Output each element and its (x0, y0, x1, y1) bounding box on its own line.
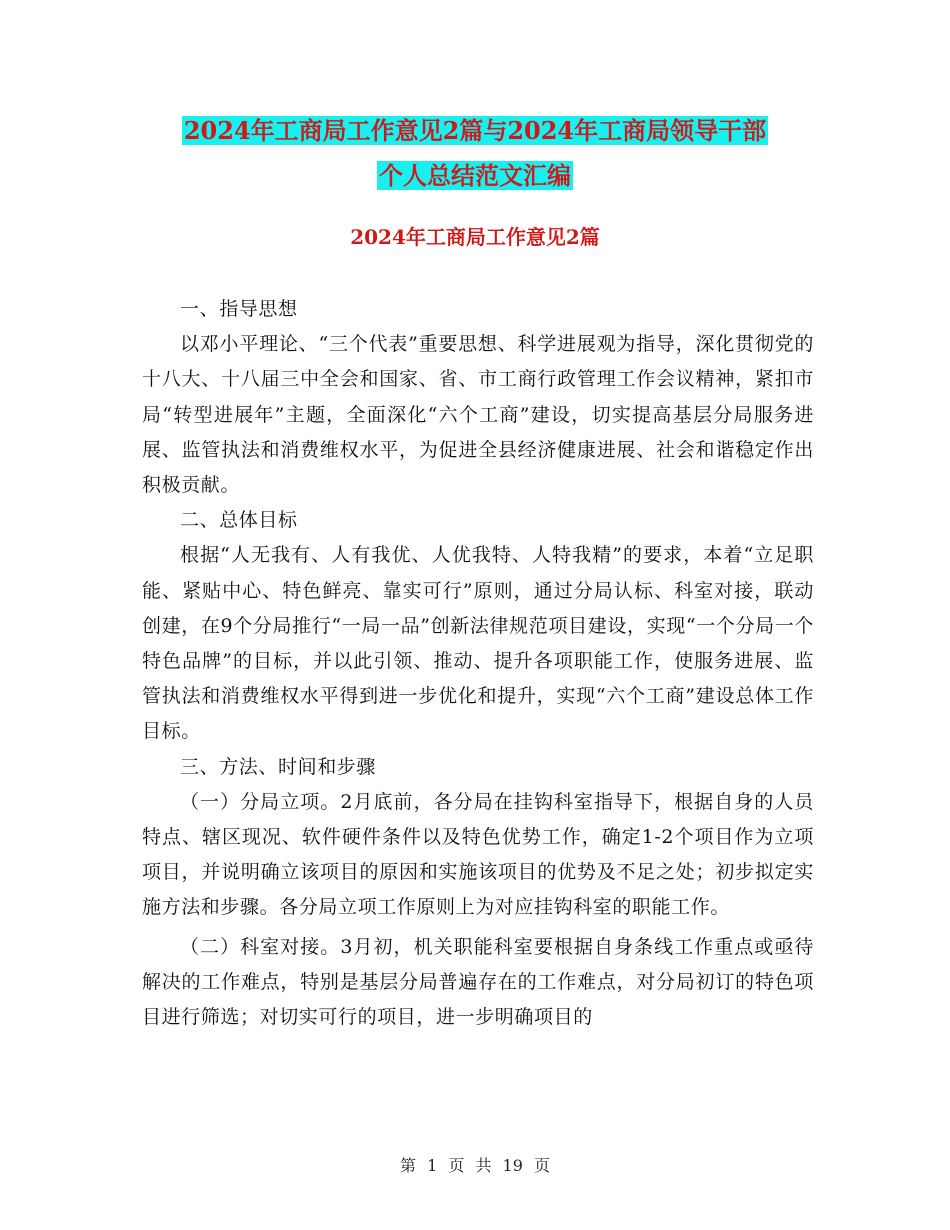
paragraph-guiding-ideology: 以邓小平理论、“三个代表”重要思想、科学进展观为指导，深化贯彻党的十八大、十八届三中全会和国家、省、市工商行政管理工作会议精神，紧扣市局“转型进展年”主题，全面深化“六个工商”建设，切实提高基层分局服务进展、监管执法和消费维权水平，为促进全县经济健康进展、社会和谐稳定作出积极贡献。 (142, 333, 814, 497)
paragraph-step-1: （一）分局立项。2月底前，各分局在挂钩科室指导下，根据自身的人员特点、辖区现况、软件硬件条件以及特色优势工作，确定1-2个项目作为立项项目，并说明确立该项目的原因和实施该项目的优势及不足之处；初步拟定实施方法和步骤。各分局立项工作原则上为对应挂钩科室的职能工作。 (142, 790, 814, 919)
title-highlight-1: 2024年工商局工作意见2篇与2024年工商局领导干部 (183, 116, 767, 145)
heading-overall-goal: 二、总体目标 (180, 509, 298, 532)
heading-guiding-ideology: 一、指导思想 (180, 298, 298, 320)
section-heading: 2024年工商局工作意见2篇 (350, 225, 600, 249)
page-footer: 第 1 页 共 19 页 (400, 1156, 550, 1175)
document-body (142, 292, 814, 1035)
document-title-line-1 (0, 111, 950, 151)
heading-methods-steps: 三、方法、时间和步骤 (180, 755, 377, 778)
paragraph-step-2: （二）科室对接。3月初，机关职能科室要根据自身条线工作重点或亟待解决的工作难点，特别是基层分局普遍存在的工作难点，对分局初订的特色项目进行筛选；对切实可行的项目，进一步明确项目的 (142, 935, 814, 1029)
title-highlight-2: 个人总结范文汇编 (379, 161, 571, 190)
document-title-line-2 (0, 156, 950, 196)
paragraph-overall-goal: 根据“人无我有、人有我优、人优我特、人特我精”的要求，本着“立足职能、紧贴中心、特色鲜亮、靠实可行”原则，通过分局认标、科室对接，联动创建，在9个分局推行“一局一品”创新法律规范项目建设，实现“一个分局一个特色品牌”的目标，并以此引领、推动、提升各项职能工作，使服务进展、监管执法和消费维权水平得到进一步优化和提升，实现“六个工商”建设总体工作目标。 (142, 544, 814, 743)
